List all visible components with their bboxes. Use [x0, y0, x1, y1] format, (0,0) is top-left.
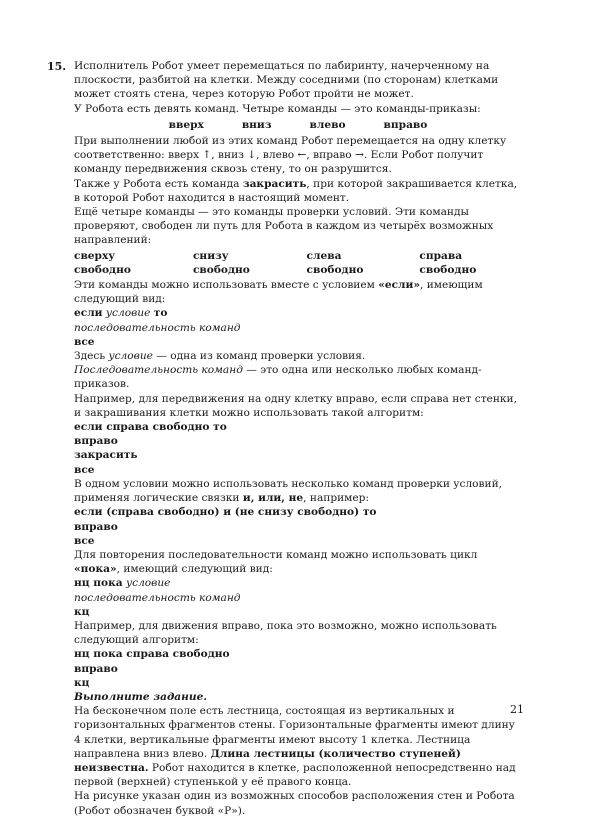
paint-paragraph [74, 177, 522, 205]
example1-intro: Например, для передвижения на одну клетку вправо, если справа нет стенки, и закрашивания клетки можно использовать такой алгоритм: [74, 392, 517, 419]
task-p1-a: На бесконечном поле есть лестница, состоящая из вертикальных и горизонтальных фрагментов стены. Горизонтальные фрагменты имеют длину 4 клетки, вертикальные фрагменты имеют высоту 1 клетка. Лестница направлена вниз влево. [74, 705, 515, 760]
logic-post: , например: [303, 492, 370, 505]
example3-intro: Например, для движения вправо, пока это возможно, можно использовать следующий алгоритм: [74, 619, 497, 647]
example1-line-2: вправо [74, 435, 118, 448]
task-paragraph-1 [74, 704, 522, 789]
loop-cond: условие [125, 577, 171, 590]
here-post: — одна из команд проверки условия. [152, 350, 366, 363]
page-number: 21 [510, 703, 524, 716]
logic-paragraph [74, 477, 522, 505]
task-p1-bold: Длина лестницы (количество ступеней) неизвестна. [74, 747, 461, 774]
loop-intro-pre: Для повторения последовательности команд можно использовать цикл [74, 548, 478, 561]
seq-def-post: — это одна или несколько любых команд-приказов. [74, 364, 482, 391]
example2-line-3: все [74, 534, 95, 547]
if-cond: условие [105, 307, 151, 320]
logic-pre: В одном условии можно использовать несколько команд проверки условий, применяя логические связки [74, 477, 503, 505]
paint-pre: Также у Робота есть команда [74, 177, 243, 190]
if-syntax-seq: последовательность команд [74, 321, 241, 334]
paint-post: , при которой закрашивается клетка, в которой Робот находится в настоящий момент. [74, 177, 518, 204]
paint-command: закрасить [242, 177, 307, 190]
seq-definition [74, 363, 522, 391]
example2-line-1: если (справа свободно) и (не снизу свободно) то [74, 506, 377, 519]
check-list [74, 249, 522, 277]
here-pre: Здесь [74, 350, 109, 363]
loop-syntax-line [74, 576, 522, 590]
example3-line-1: нц пока справа свободно [74, 648, 230, 661]
if-intro-post: , имеющим следующий вид: [74, 279, 483, 306]
intro-paragraph: Исполнитель Робот умеет перемещаться по лабиринту, начерченному на плоскости, разбитой на клетки. Между соседними (по сторонам) клетками может стоять стена, через которую Робот пройти не может. [74, 60, 499, 101]
example3-line-3: кц [74, 676, 90, 689]
command-down: вниз [241, 118, 272, 131]
example3-line-2: вправо [74, 662, 118, 675]
loop-syntax-end: кц [74, 605, 90, 618]
if-intro-pre: Эти команды можно использовать вместе с условием [74, 279, 379, 292]
if-kw: если [74, 307, 103, 320]
command-list [74, 118, 522, 132]
here-paragraph [74, 349, 522, 363]
example1-line-1: если справа свободно то [74, 421, 227, 434]
here-cond: условие [108, 350, 153, 363]
move-paragraph: При выполнении любой из этих команд Робот перемещается на одну клетку соответственно: вверх ↑, вниз ↓, влево ←, вправо →. Если Робот получит команду передвижения сквозь стену, то он разрушится. [74, 135, 507, 176]
if-syntax-end: все [74, 335, 95, 348]
command-right: вправо [383, 118, 428, 131]
task-p1-c: Робот находится в клетке, расположенной непосредственно над первой (верхней) ступенькой у её правого конца. [74, 761, 516, 789]
checks-intro: Ещё четыре команды — это команды проверки условий. Эти команды проверяют, свободен ли путь для Робота в каждом из четырёх возможных направлений: [74, 206, 494, 247]
check-up: сверху свободно [74, 249, 131, 276]
loop-keyword: «пока» [74, 563, 117, 576]
loop-syntax-seq: последовательность команд [74, 591, 241, 604]
if-keyword: «если» [378, 279, 421, 292]
seq-def-term: Последовательность команд [74, 364, 243, 377]
loop-intro [74, 548, 522, 576]
problem-body [74, 59, 522, 818]
task-paragraph-2: На рисунке указан один из возможных способов расположения стен и Робота (Робот обозначен буквой «Р»). [74, 790, 515, 817]
if-syntax-line [74, 306, 522, 320]
command-up: вверх [168, 118, 204, 131]
problem-number: 15. [47, 60, 67, 73]
logic-keywords: и, или, не [242, 492, 304, 505]
task-heading: Выполните задание. [74, 690, 208, 703]
check-right: справа свободно [419, 249, 477, 276]
example1-line-3: закрасить [74, 449, 138, 462]
command-left: влево [309, 118, 346, 131]
if-then: то [153, 307, 168, 320]
loop-intro-post: , имеющий следующий вид: [116, 563, 273, 576]
commands-intro: У Робота есть девять команд. Четыре команды — это команды-приказы: [74, 102, 481, 115]
example1-line-4: все [74, 463, 95, 476]
check-left: слева свободно [306, 249, 364, 276]
check-down: снизу свободно [192, 249, 250, 276]
example2-line-2: вправо [74, 520, 118, 533]
loop-kw: нц пока [74, 577, 123, 590]
if-intro [74, 278, 522, 306]
